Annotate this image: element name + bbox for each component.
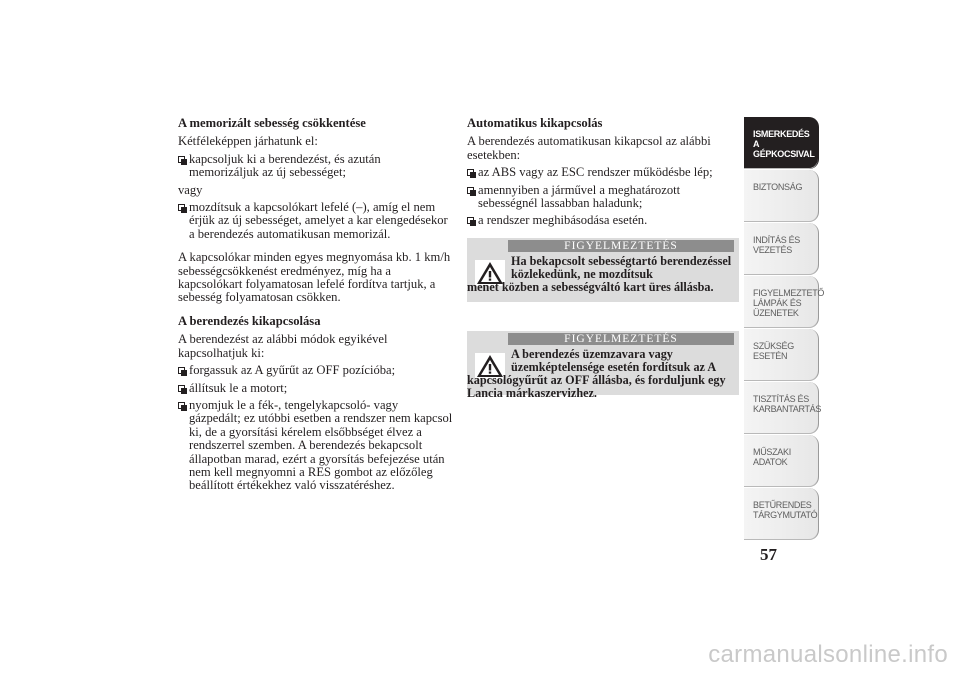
watermark: carmanualsonline.info bbox=[708, 641, 948, 668]
tab-targymutato[interactable]: BETŰRENDES TÁRGYMUTATÓ bbox=[744, 488, 819, 540]
chapter-tabs bbox=[744, 117, 825, 541]
section-heading-auto-off: Automatikus kikapcsolás bbox=[467, 116, 603, 130]
intro-text: A berendezés automatikusan kikapcsol az alábbi esetekben: bbox=[467, 134, 711, 162]
section-heading-switch-off: A berendezés kikapcsolása bbox=[178, 313, 321, 328]
checkbox-bullet-icon bbox=[178, 367, 185, 374]
tab-biztonsag[interactable]: BIZTONSÁG bbox=[744, 170, 819, 222]
list-item: a rendszer meghibásodása esetén. bbox=[467, 214, 739, 227]
section-heading-speed-reduction: A memorizált sebesség csökkentése bbox=[178, 116, 366, 130]
tab-tisztitas[interactable]: TISZTÍTÁS ÉS KARBANTARTÁS bbox=[744, 382, 819, 434]
tab-ismerkedes[interactable]: ISMERKEDÉS A GÉPKOCSIVAL bbox=[744, 117, 819, 169]
right-column bbox=[467, 116, 739, 400]
list-item: az ABS vagy az ESC rendszer működésbe lép; bbox=[467, 166, 739, 179]
list-item: forgassuk az A gyűrűt az OFF pozícióba; bbox=[178, 364, 453, 377]
checkbox-bullet-icon bbox=[467, 217, 474, 224]
warning-text: A berendezés üzemzavara vagy üzemképtelensége esetén fordítsuk az A kapcsológyűrűt az OFF állásba, és forduljunk egy Lancia márkaszervizhez. bbox=[467, 346, 726, 400]
list-item: amennyiben a járművel a meghatározott sebességnél lassabban haladunk; bbox=[467, 184, 739, 211]
warning-box bbox=[467, 238, 739, 302]
body-paragraph: A kapcsolókar minden egyes megnyomása kb. 1 km/h sebességcsökkenést eredményez, míg ha a kapcsolókart folyamatosan lefelé fordítva tartjuk, a sebesség folyamatosan csökken. bbox=[178, 250, 451, 305]
warning-box bbox=[467, 331, 739, 400]
tab-szukseg[interactable]: SZÜKSÉG ESETÉN bbox=[744, 329, 819, 381]
checkbox-bullet-icon bbox=[467, 187, 474, 194]
list-item: állítsuk le a motort; bbox=[178, 382, 453, 395]
checkbox-bullet-icon bbox=[178, 402, 185, 409]
checkbox-bullet-icon bbox=[178, 385, 185, 392]
warning-title: FIGYELMEZTETÉS bbox=[508, 240, 734, 252]
left-column bbox=[178, 117, 453, 497]
or-text: vagy bbox=[178, 182, 203, 197]
list-item: kapcsoljuk ki a berendezést, és azután memorizáljuk az új sebességet; bbox=[178, 153, 453, 180]
intro-text: A berendezést az alábbi módok egyikével kapcsolhatjuk ki: bbox=[178, 332, 388, 360]
checkbox-bullet-icon bbox=[178, 204, 185, 211]
warning-title: FIGYELMEZTETÉS bbox=[508, 333, 734, 345]
tab-muszaki[interactable]: MŰSZAKI ADATOK bbox=[744, 435, 819, 487]
list-item: mozdítsuk a kapcsolókart lefelé (–), amíg el nem érjük az új sebességet, amelyet a kar elengedésekor a berendezés automatikusan memorizál. bbox=[178, 201, 453, 241]
tab-inditas[interactable]: INDÍTÁS ÉS VEZETÉS bbox=[744, 223, 819, 275]
page-number: 57 bbox=[760, 545, 777, 564]
tab-figyelmezteto[interactable]: FIGYELMEZTETŐ LÁMPÁK ÉS ÜZENETEK bbox=[744, 276, 819, 328]
list-item: nyomjuk le a fék-, tengelykapcsoló- vagy gázpedált; ez utóbbi esetben a rendszer nem kapcsol ki, de a gyorsítási kérelem elsőbbséget élvez a rendszerrel szemben. A berendezés bekapcsolt állapotban marad, ezért a gyorsítás befejezése után nem kell megnyomni a RES gombot az előzőleg beállított értékekhez való visszatéréshez. bbox=[178, 399, 453, 493]
checkbox-bullet-icon bbox=[467, 169, 474, 176]
warning-text: Ha bekapcsolt sebességtartó berendezéssel közlekedünk, ne mozdítsuk menet közben a sebességváltó kart üres állásba. bbox=[467, 253, 732, 294]
checkbox-bullet-icon bbox=[178, 156, 185, 163]
intro-text: Kétféleképpen járhatunk el: bbox=[178, 134, 318, 149]
